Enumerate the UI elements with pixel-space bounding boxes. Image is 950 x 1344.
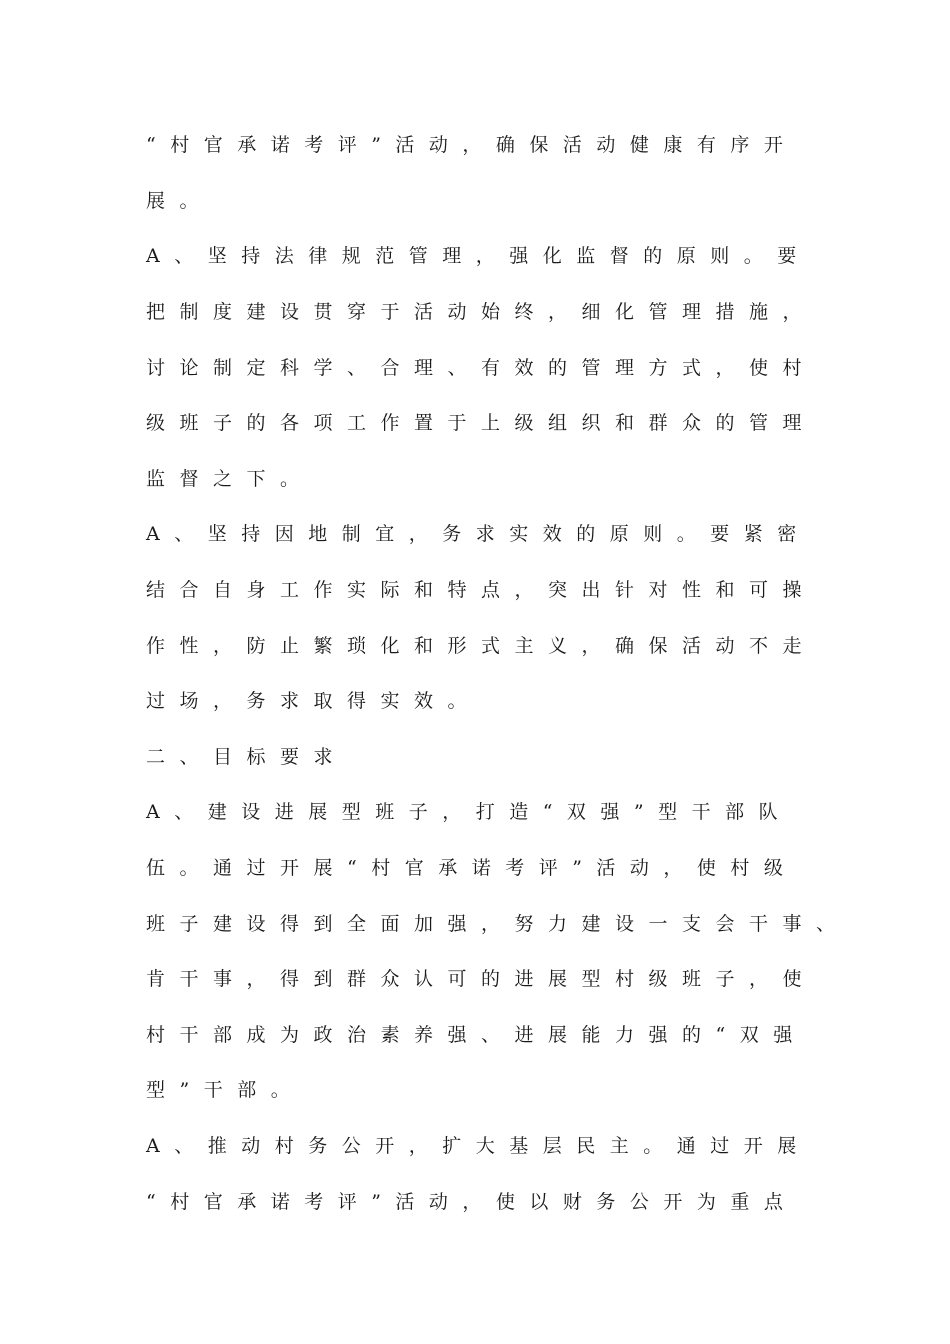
text-line: A、建设进展型班子，打造“双强”型干部队 — [146, 801, 793, 823]
text-line: 监督之下。 — [146, 468, 314, 490]
text-line: “村官承诺考评”活动，使以财务公开为重点 — [146, 1191, 798, 1213]
text-line: 型”干部。 — [146, 1079, 305, 1101]
text-line: 伍。通过开展“村官承诺考评”活动，使村级 — [146, 857, 798, 879]
text-line: A、推动村务公开，扩大基层民主。通过开展 — [146, 1135, 811, 1157]
text-line: A、坚持因地制宜，务求实效的原则。要紧密 — [146, 523, 811, 545]
text-line: 肯干事，得到群众认可的进展型村级班子，使 — [146, 968, 817, 990]
text-line: 展。 — [146, 190, 214, 212]
text-line: 作性，防止繁琐化和形式主义，确保活动不走 — [146, 635, 817, 657]
text-line: 班子建设得到全面加强，努力建设一支会干事、 — [146, 913, 850, 935]
text-line: 级班子的各项工作置于上级组织和群众的管理 — [146, 412, 817, 434]
text-line: “村官承诺考评”活动，确保活动健康有序开 — [146, 134, 798, 156]
text-line: 讨论制定科学、合理、有效的管理方式，使村 — [146, 357, 817, 379]
text-line: 结合自身工作实际和特点，突出针对性和可操 — [146, 579, 817, 601]
text-line: 村干部成为政治素养强、进展能力强的“双强 — [146, 1024, 807, 1046]
text-line: 把制度建设贯穿于活动始终，细化管理措施， — [146, 301, 817, 323]
text-line: A、坚持法律规范管理，强化监督的原则。要 — [146, 245, 811, 267]
section-heading: 二、目标要求 — [146, 746, 348, 768]
text-line: 过场，务求取得实效。 — [146, 690, 482, 712]
